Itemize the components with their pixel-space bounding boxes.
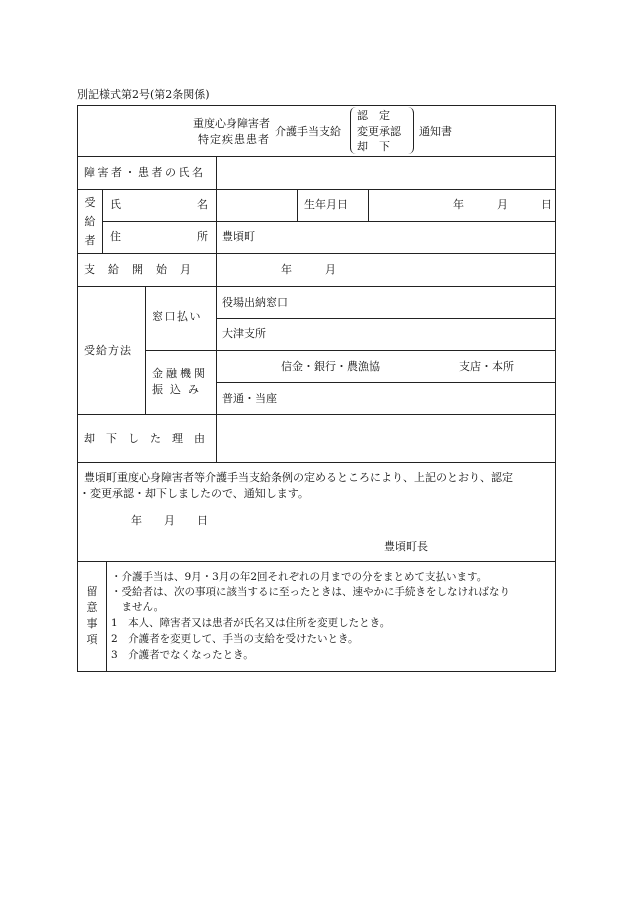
divider [78,462,556,463]
recipient-label [84,194,96,248]
notes-label-char: 留 [86,585,98,598]
divider [78,286,556,287]
recipient-label-char: 給 [84,215,96,228]
bank-type-options[interactable]: 信金・銀行・農漁協 [281,360,380,373]
label-char: 住 [110,230,121,243]
method-label: 受給方法 [84,344,132,357]
label-char: 氏 [110,198,121,211]
bank-transfer-label-line1: 金融機関 [152,367,208,380]
bank-transfer-label-line2: 振込み [152,383,206,396]
start-month-value[interactable]: 年 月 [281,263,336,276]
patient-name-label: 障害者・患者の氏名 [84,166,206,179]
title-option-reject: 却 下 [357,140,390,153]
reject-reason-label: 却下した理由 [84,432,216,445]
notice-form [77,105,556,672]
title-option-certify: 認 定 [357,109,390,122]
divider [78,189,556,190]
divider [78,253,556,254]
notes-label [86,583,98,645]
recipient-name-field[interactable] [222,198,292,211]
notice-body-line1: 豊頃町重度心身障害者等介護手当支給条例の定めるところにより、上記のとおり、認定 [84,471,513,484]
divider [106,561,107,672]
patient-name-field[interactable] [222,166,552,179]
title-option-change: 変更承認 [357,125,401,138]
form-caption: 別記様式第2号(第2条関係) [77,88,210,101]
address-value[interactable]: 豊頃町 [222,230,255,243]
divider [368,189,369,221]
birthdate-value[interactable]: 年 月 日 [453,198,552,211]
address-label [110,230,208,243]
note-item: ・受給者は、次の事項に該当するに至ったときは、速やかに手続きをしなければなり [111,586,510,598]
divider [216,286,217,414]
notes-label-char: 意 [86,601,98,614]
divider [216,414,217,462]
account-type-options[interactable]: 普通・当座 [222,392,277,405]
note-item: ません。 [111,601,165,613]
birthdate-label: 生年月日 [304,198,348,211]
title-target-line2: 特定疾患患者 [198,133,270,146]
window-payment-label: 窓口払い [152,310,202,323]
reject-reason-field[interactable] [222,432,552,445]
title-target-line1: 重度心身障害者 [193,117,270,130]
divider [297,189,298,221]
note-item: ・介護手当は、9月・3月の年2回それぞれの月までの分をまとめて支払います。 [111,571,488,583]
divider [102,189,103,253]
label-char: 所 [197,230,208,243]
note-item: 3 介護者でなくなったとき。 [111,649,254,661]
divider [102,221,556,222]
note-item: 1 本人、障害者又は患者が氏名又は住所を変更したとき。 [111,617,391,629]
divider [145,350,556,351]
notes-label-char: 事 [86,617,98,630]
notice-body-line2: ・変更承認・却下しましたので、通知します。 [79,487,309,500]
window-option-town-office[interactable]: 役場出納窓口 [222,296,288,309]
title-suffix: 通知書 [419,125,452,138]
recipient-name-label [110,198,208,211]
title-allowance: 介護手当支給 [275,125,341,138]
divider [216,253,217,286]
divider [145,286,146,414]
recipient-label-char: 受 [84,196,96,209]
branch-type-options[interactable]: 支店・本所 [459,360,514,373]
divider [78,414,556,415]
recipient-label-char: 者 [84,234,96,247]
notice-issuer: 豊頃町長 [384,540,428,553]
notice-date: 年 月 日 [131,514,208,527]
window-option-otsu-branch[interactable]: 大津支所 [222,327,266,340]
label-char: 名 [197,198,208,211]
divider [216,189,217,253]
divider [216,382,556,383]
divider [216,318,556,319]
divider [78,156,556,157]
divider [78,561,556,562]
notes-label-char: 項 [86,633,98,646]
divider [216,156,217,189]
note-item: 2 介護者を変更して、手当の支給を受けたいとき。 [111,633,359,645]
start-month-label: 支給開始月 [84,263,204,276]
